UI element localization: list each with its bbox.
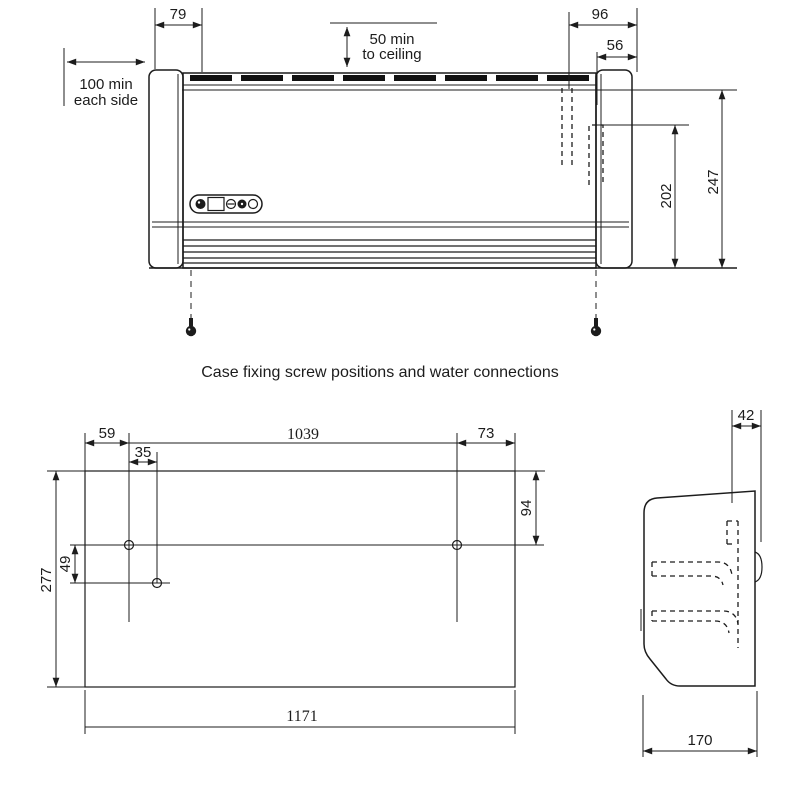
unit-case	[149, 70, 737, 268]
side-view	[641, 407, 762, 757]
power-knob-icon	[196, 199, 206, 209]
wall-bracket-bump	[755, 552, 762, 582]
dim-top-offset	[732, 407, 761, 542]
dim-label: 49	[57, 555, 74, 573]
clearance-label-line2: each side	[73, 92, 139, 109]
fixing-screw-left	[186, 270, 196, 336]
caption: Case fixing screw positions and water connections	[201, 364, 559, 381]
plan-view	[38, 425, 545, 734]
case-body	[183, 73, 596, 268]
water-pipes-hidden-side	[652, 521, 738, 648]
case-outline-plan	[85, 471, 515, 687]
dim-case-depth-plan	[38, 471, 85, 687]
dim-label: 202	[658, 183, 675, 209]
dim-label: 170	[687, 732, 713, 749]
dim-label: 56	[606, 37, 624, 54]
control-panel	[190, 195, 262, 213]
plus-button-center	[241, 203, 243, 205]
screw-holes	[125, 541, 462, 588]
dim-screw-pair-offset	[129, 444, 157, 462]
dim-label: 94	[518, 499, 535, 517]
dim-case-height	[705, 90, 722, 268]
dim-case-depth-side	[643, 691, 757, 757]
dim-label: 35	[134, 444, 152, 461]
dim-label-59: 59	[98, 425, 116, 442]
screw-centre-lines	[70, 433, 544, 622]
indicator-icon	[249, 200, 258, 209]
dim-label: 79	[169, 6, 187, 23]
dim-screw-pair-depth	[57, 545, 75, 583]
ceiling-clearance	[330, 23, 437, 67]
clearance-label-line1: 50 min	[369, 31, 415, 48]
power-knob-glint	[198, 201, 200, 203]
dim-label: 277	[38, 567, 55, 593]
dim-label: 96	[591, 6, 609, 23]
dim-label: 247	[705, 169, 722, 195]
dim-left-offset	[155, 6, 202, 72]
dim-case-length	[85, 690, 515, 734]
fixing-screw-right	[591, 270, 601, 336]
clearance-label-line2: to ceiling	[362, 46, 422, 63]
dim-label-73: 73	[477, 425, 495, 442]
dim-label-1039: 1039	[287, 426, 319, 443]
side-clearance	[64, 48, 145, 109]
dim-screw-depth	[515, 471, 545, 545]
front-view	[64, 6, 737, 336]
display-window	[208, 198, 224, 211]
dim-pipe-height	[596, 125, 689, 268]
dim-right-cap	[597, 37, 637, 105]
dim-label: 42	[737, 407, 755, 424]
dim-label: 1171	[286, 708, 318, 725]
outlet-louvres	[183, 240, 596, 263]
clearance-label-line1: 100 min	[79, 76, 133, 93]
